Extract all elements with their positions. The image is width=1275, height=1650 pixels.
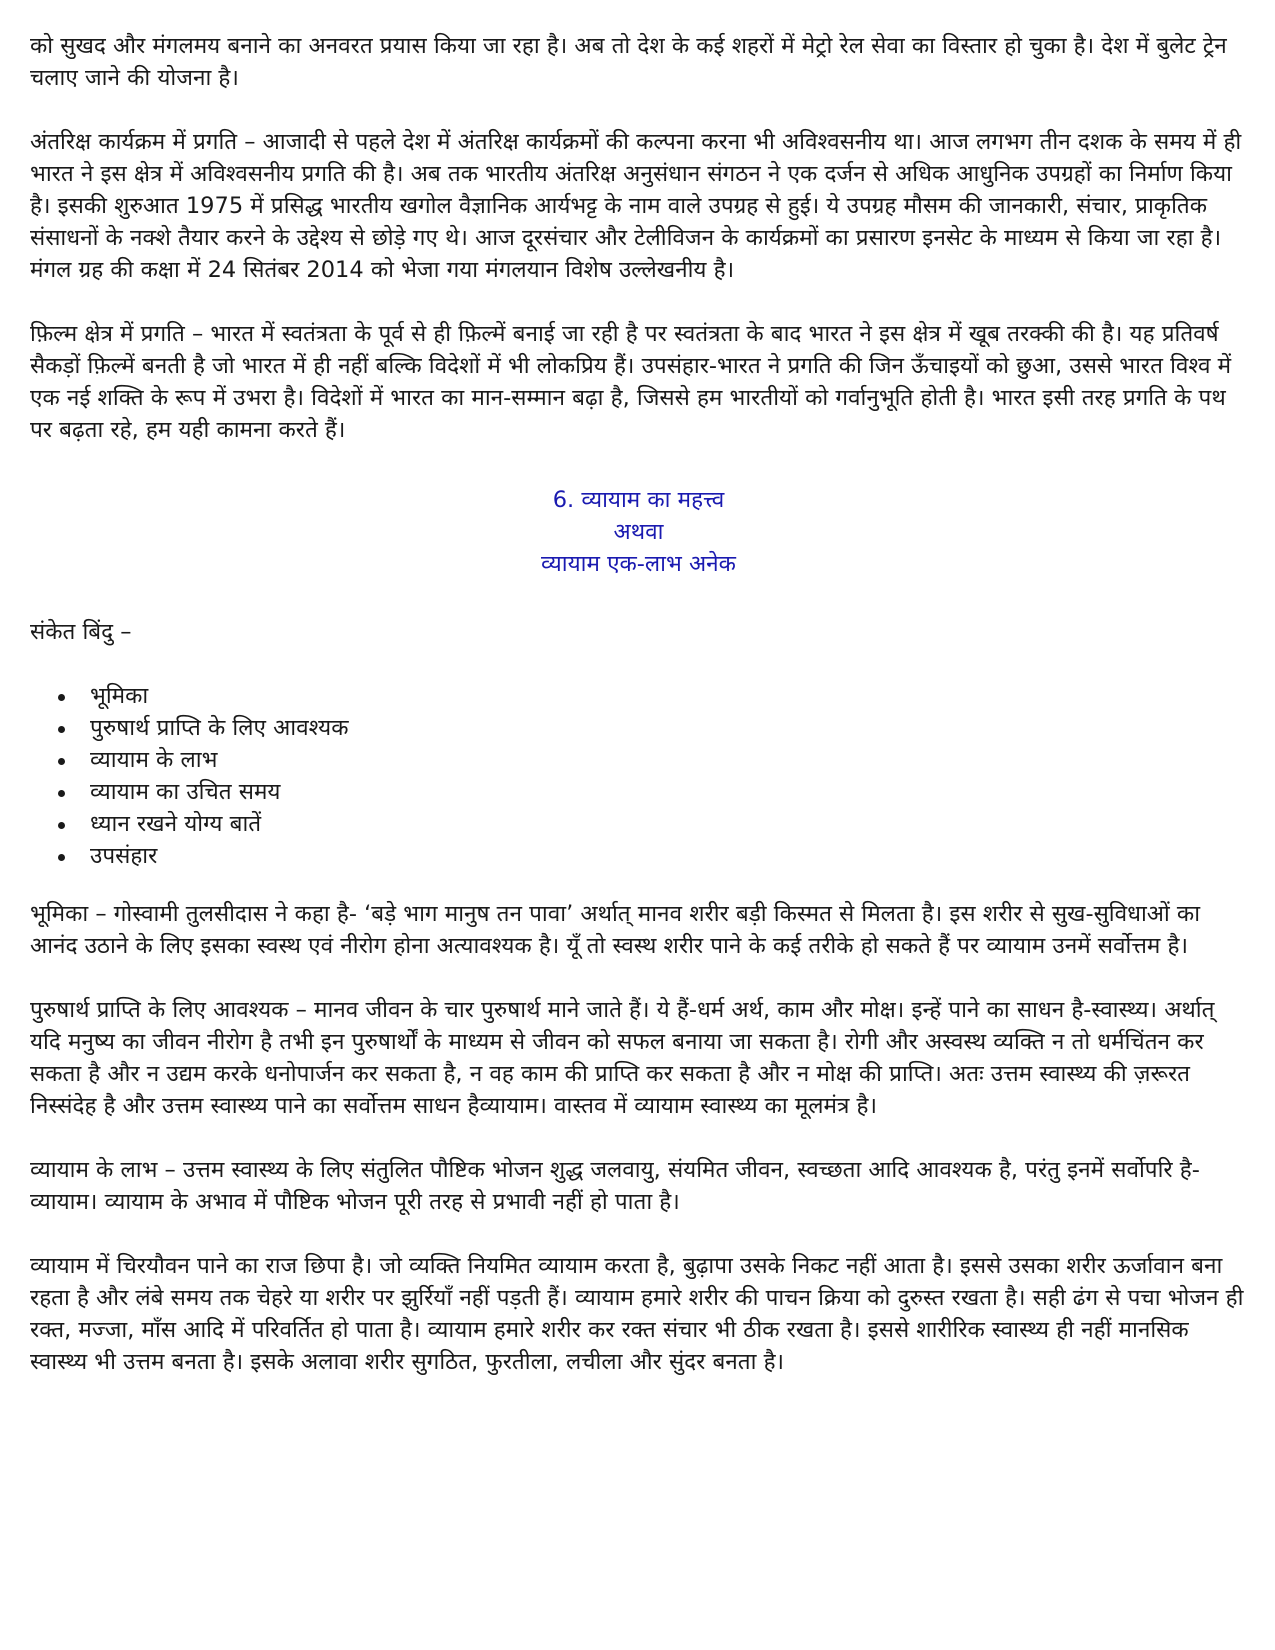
paragraph-vyayam-labh: व्यायाम के लाभ – उत्तम स्वास्थ्य के लिए संतुलित पौष्टिक भोजन शुद्ध जलवायु, संयमित जीवन, स्वच्छता आदि आवश्यक है, परंतु इनमें सर्वोपरि है-व्यायाम। व्यायाम के अभाव में पौष्टिक भोजन पूरी तरह से प्रभावी नहीं हो पाता है।	[30, 1157, 1200, 1215]
list-item: पुरुषार्थ प्राप्ति के लिए आवश्यक	[90, 712, 1247, 744]
points-list	[30, 680, 1247, 872]
list-item: ध्यान रखने योग्य बातें	[90, 808, 1247, 840]
essay-alt-title: व्यायाम एक-लाभ अनेक	[541, 551, 736, 577]
paragraph-space-program: अंतरिक्ष कार्यक्रम में प्रगति – आजादी से पहले देश में अंतरिक्ष कार्यक्रमों की कल्पना करना भी अविश्वसनीय था। आज लगभग तीन दशक के समय में ही भारत ने इस क्षेत्र में अविश्वसनीय प्रगति की है। अब तक भारतीय अंतरिक्ष अनुसंधान संगठन ने एक दर्जन से अधिक आधुनिक उपग्रहों का निर्माण किया है। इसकी शुरुआत 1975 में प्रसिद्ध भारतीय खगोल वैज्ञानिक आर्यभट्ट के नाम वाले उपग्रह से हुई। ये उपग्रह मौसम की जानकारी, संचार, प्राकृतिक संसाधनों के नक्शे तैयार करने के उद्देश्य से छोड़े गए थे। आज दूरसंचार और टेलीविजन के कार्यक्रमों का प्रसारण इनसेट के माध्यम से किया जा रहा है। मंगल ग्रह की कक्षा में 24 सितंबर 2014 को भेजा गया मंगलयान विशेष उल्लेखनीय है।	[30, 129, 1242, 283]
essay-title: 6. व्यायाम का महत्त्व	[552, 487, 725, 513]
sanket-label: संकेत बिंदु –	[30, 619, 132, 645]
list-item: व्यायाम का उचित समय	[90, 776, 1247, 808]
paragraph-purusharth: पुरुषार्थ प्राप्ति के लिए आवश्यक – मानव जीवन के चार पुरुषार्थ माने जाते हैं। ये हैं-धर्म अर्थ, काम और मोक्ष। इन्हें पाने का साधन है-स्वास्थ्य। अर्थात् यदि मनुष्य का जीवन नीरोग है तभी इन पुरुषार्थों के माध्यम से जीवन को सफल बनाया जा सकता है। रोगी और अस्वस्थ व्यक्ति न तो धर्मचिंतन कर सकता है और न उद्यम करके धनोपार्जन कर सकता है, न वह काम की प्राप्ति कर सकता है और न मोक्ष की प्राप्ति। अतः उत्तम स्वास्थ्य की ज़रूरत निस्संदेह है और उत्तम स्वास्थ्य पाने का सर्वोत्तम साधन हैव्यायाम। वास्तव में व्यायाम स्वास्थ्य का मूलमंत्र है।	[30, 997, 1215, 1119]
list-item: उपसंहार	[90, 840, 1247, 872]
list-item: भूमिका	[90, 680, 1247, 712]
paragraph-chiryauvan: व्यायाम में चिरयौवन पाने का राज छिपा है। जो व्यक्ति नियमित व्यायाम करता है, बुढ़ापा उसके निकट नहीं आता है। इससे उसका शरीर ऊर्जावान बना रहता है और लंबे समय तक चेहरे या शरीर पर झुर्रियाँ नहीं पड़ती हैं। व्यायाम हमारे शरीर की पाचन क्रिया को दुरुस्त रखता है। सही ढंग से पचा भोजन ही रक्त, मज्जा, माँस आदि में परिवर्तित हो पाता है। व्यायाम हमारे शरीर कर रक्त संचार भी ठीक रखता है। इससे शारीरिक स्वास्थ्य ही नहीं मानसिक स्वास्थ्य भी उत्तम बनता है। इसके अलावा शरीर सुगठित, फुरतीला, लचीला और सुंदर बनता है।	[30, 1253, 1244, 1375]
paragraph-metro-rail: को सुखद और मंगलमय बनाने का अनवरत प्रयास किया जा रहा है। अब तो देश के कई शहरों में मेट्रो रेल सेवा का विस्तार हो चुका है। देश में बुलेट ट्रेन चलाए जाने की योजना है।	[30, 33, 1227, 91]
essay-heading	[30, 484, 1247, 580]
essay-or: अथवा	[613, 519, 664, 545]
paragraph-bhumika: भूमिका – गोस्वामी तुलसीदास ने कहा है- ‘बड़े भाग मानुष तन पावा’ अर्थात् मानव शरीर बड़ी किस्मत से मिलता है। इस शरीर से सुख-सुविधाओं का आनंद उठाने के लिए इसका स्वस्थ एवं नीरोग होना अत्यावश्यक है। यूँ तो स्वस्थ शरीर पाने के कई तरीके हो सकते हैं पर व्यायाम उनमें सर्वोत्तम है।	[30, 901, 1201, 959]
list-item: व्यायाम के लाभ	[90, 744, 1247, 776]
paragraph-film-sector: फ़िल्म क्षेत्र में प्रगति – भारत में स्वतंत्रता के पूर्व से ही फ़िल्में बनाई जा रही है पर स्वतंत्रता के बाद भारत ने इस क्षेत्र में खूब तरक्की की है। यह प्रतिवर्ष सैकड़ों फ़िल्में बनती है जो भारत में ही नहीं बल्कि विदेशों में भी लोकप्रिय हैं। उपसंहार-भारत ने प्रगति की जिन ऊँचाइयों को छुआ, उससे भारत विश्व में एक नई शक्ति के रूप में उभरा है। विदेशों में भारत का मान-सम्मान बढ़ा है, जिससे हम भारतीयों को गर्वानुभूति होती है। भारत इसी तरह प्रगति के पथ पर बढ़ता रहे, हम यही कामना करते हैं।	[30, 321, 1232, 443]
